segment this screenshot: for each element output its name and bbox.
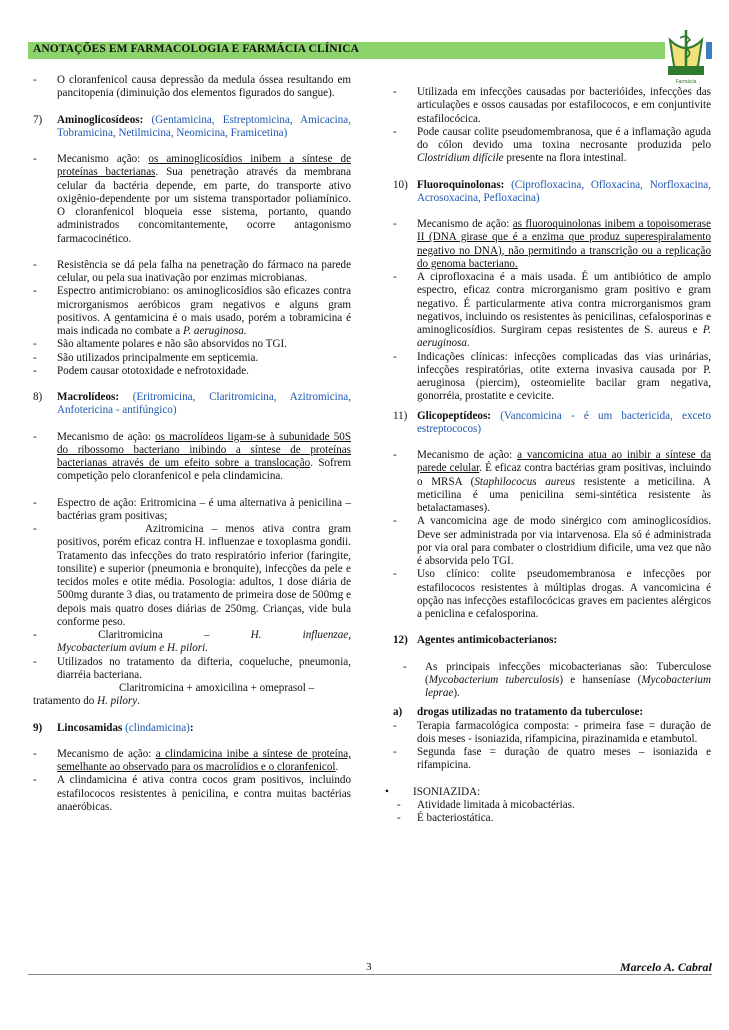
left-column — [33, 74, 351, 814]
list-item: - Pode causar colite pseudomembranosa, que é a inflamação aguda do cólon devido uma toxina necrosante produzida pelo Clostridium difícile presente na flora intestinal. — [393, 125, 711, 165]
section-heading: 7) Aminoglicosídeos: (Gentamicina, Estreptomicina, Amicacina, Tobramicina, Netilmicina, Neomicina, Framicetina) — [33, 113, 351, 139]
list-item: - Azitromicina – menos ativa contra gram positivos, porém eficaz contra H. influenzae e toxoplasma gondii. Tratamento das infecções do trato respiratório inferior (faringite, tonsilite) e superior (pneumonia e bronquite), infecções da pele e tecidos moles e otite média. Posologia: adultos, 1 dose diária de 500mg durante 3 dias, ou tratamento de primeira dose de 500mg e depois mais quatro doses diárias de 250mg. Crianças, vide bula conforme peso. — [33, 523, 351, 628]
footer-divider — [28, 974, 712, 975]
list-item: - Mecanismo de ação: a clindamicina inibe a síntese de proteína, semelhante ao observado para os macrolídios e o cloranfenicol. — [33, 747, 351, 773]
list-item: - A clindamicina é ativa contra cocos gram positivos, incluindo estafilococos resistentes à penicilina, e contra muitas bactérias anaeróbicas. — [33, 774, 351, 813]
section-heading: 8) Macrolídeos: (Eritromicina, Claritromicina, Azitromicina, Anfotericina - antifúngico) — [33, 391, 351, 417]
right-column — [385, 86, 712, 825]
list-item: - Mecanismo ação: os aminoglicosídios inibem a síntese de proteínas bacterianas. Sua penetração através da membrana celular da bactéria depende, em parte, do transporte ativo oxigênio-dependente por um sistema transportador poliamínico. O cloranfenicol bloqueia esse sistema, portanto, quando administrados concomitantemente, ocorre antagonismo farmacocinético. — [33, 153, 351, 245]
list-item: - Podem causar ototoxidade e nefrotoxidade. — [33, 364, 249, 377]
list-item: - Terapia farmacológica composta: - primeira fase = duração de dois meses - isoniazida, rifampicina, pirazinamida e etambutol. — [393, 719, 711, 745]
section-heading: a) drogas utilizadas no tratamento da tuberculose: — [393, 706, 644, 719]
list-item: - Espectro antimicrobiano: os aminoglicosídios são eficazes contra microrganismos aeróbicos gram negativos e alguns gram positivos. A gentamicina é o mais usado, porém a tobramicina é mais indicada no combate a P. aeruginosa. — [33, 285, 351, 337]
author-signature: Marcelo A. Cabral — [620, 960, 712, 974]
pharmacy-logo — [664, 26, 708, 86]
section-heading: 11) Glicopeptídeos: (Vancomicina - é um bactericida, exceto estreptococos) — [393, 409, 711, 435]
document-title: ANOTAÇÕES EM FARMACOLOGIA E FARMÁCIA CLÍNICA — [33, 43, 360, 55]
list-item: - As principais infecções micobacterianas são: Tuberculose (Mycobacterium tuberculosis) e hanseníase (Mycobacterium leprae). — [403, 660, 711, 699]
section-heading: 10) Fluoroquinolonas: (Ciprofloxacina, Ofloxacina, Norfloxacina, Acrosoxacina, Pefloxacina) — [393, 178, 711, 204]
paragraph: Claritromicina + amoxicilina + omeprasol – — [119, 682, 315, 694]
list-item: - Claritromicina – H. influenzae, Mycobacterium avium e H. pilori. — [33, 629, 351, 655]
list-item: - Atividade limitada à micobactérias. — [397, 798, 575, 811]
list-item: - Segunda fase = duração de quatro meses – isoniazida e rifampicina. — [393, 746, 711, 772]
list-item: - A vancomicina age de modo sinérgico com aminoglicosídios. Deve ser administrada por via intarvenosa. Ela só é administrada por via oral para combater o clostridium dificile, uma vez que não é absorvida pelo TGI. — [393, 515, 711, 567]
list-item: - Mecanismo de ação: a vancomicina atua ao inibir a síntese da parede celular. É eficaz contra bactérias gram positivas, incluindo o MRSA (Staphilococus aureus resistente a meticilina. A meticilina é uma penicilina semi-sintética resistente às betalactamases). — [393, 449, 711, 514]
list-item: - São utilizados principalmente em septicemia. — [33, 351, 259, 364]
list-item: - Mecanismo de ação: as fluoroquinolonas inibem a topoisomerase II (DNA girase que é a enzima que produz superespiralamento negativo no DNA), não permitindo a transcrição ou a replicação do genoma bacteriano. — [393, 218, 712, 270]
list-item: - É bacteriostática. — [397, 812, 494, 824]
section-heading: 9) Lincosamidas (clindamicina): — [33, 721, 194, 734]
list-item: - Utilizada em infecções causadas por bacterióides, infecções das articulações e ossos causadas por estafilococos, e em conjuntivite estafilocócica. — [393, 86, 711, 125]
list-item: - Uso clínico: colite pseudomembranosa e infecções por estafilococos resistentes à múltiplas drogas. A vancomicina é opção nas infecções estafilocócicas graves em pacientes alérgicos a peniclina e cefalosporina. — [393, 568, 711, 620]
list-item: • ISONIAZIDA: — [385, 785, 481, 798]
section-heading: 12) Agentes antimicobacterianos: — [393, 634, 558, 647]
paragraph: tratamento do H. pilory. — [33, 695, 140, 708]
list-item: - O cloranfenicol causa depressão da medula óssea resultando em pancitopenia (diminuição dos elementos figurados do sangue). — [33, 74, 351, 100]
bullet-icon: • — [385, 785, 389, 798]
list-item: - São altamente polares e não são absorvidos no TGI. — [33, 338, 287, 351]
list-item: - Resistência se dá pela falha na penetração do fármaco na parede celular, ou pela sua inativação por enzimas microbianas. — [33, 258, 351, 284]
list-item: - Mecanismo de ação: os macrolídeos ligam-se à subunidade 50S do ribossomo bacteriano inibindo a síntese de proteínas bacterianas através de um efeito sobre a translocação. Sofrem competição pelo cloranfenicol e pela clindamicina. — [33, 430, 351, 483]
svg-text:Farmácia: Farmácia — [675, 79, 697, 85]
list-item: - Utilizados no tratamento da difteria, coqueluche, pneumonia, diarréia bacteriana. — [33, 655, 351, 681]
page-number: 3 — [366, 961, 372, 973]
list-item: - Indicações clínicas: infecções complicadas das vias urinárias, infecções respiratórias, otite externa invasiva causada por P. aeruginosa (piercim), osteomielite bacilar gram negativa, gonorréia, prostatite e cevicite. — [393, 350, 711, 403]
list-item: - Espectro de ação: Eritromicina – é uma alternativa à penicilina – bactérias gram positivas; — [33, 496, 351, 522]
list-item: - A ciprofloxacina é a mais usada. É um antibiótico de amplo espectro, eficaz contra microrganismo gram positivo e gram negativo. É particularmente ativa contra microrganismos gram negativos, incluindo os resistentes às penicilinas, cefalosporinas e aminoglicosídios. Surgiram cepas resistentes de S. aureus e P. aeruginosa. — [393, 271, 711, 350]
